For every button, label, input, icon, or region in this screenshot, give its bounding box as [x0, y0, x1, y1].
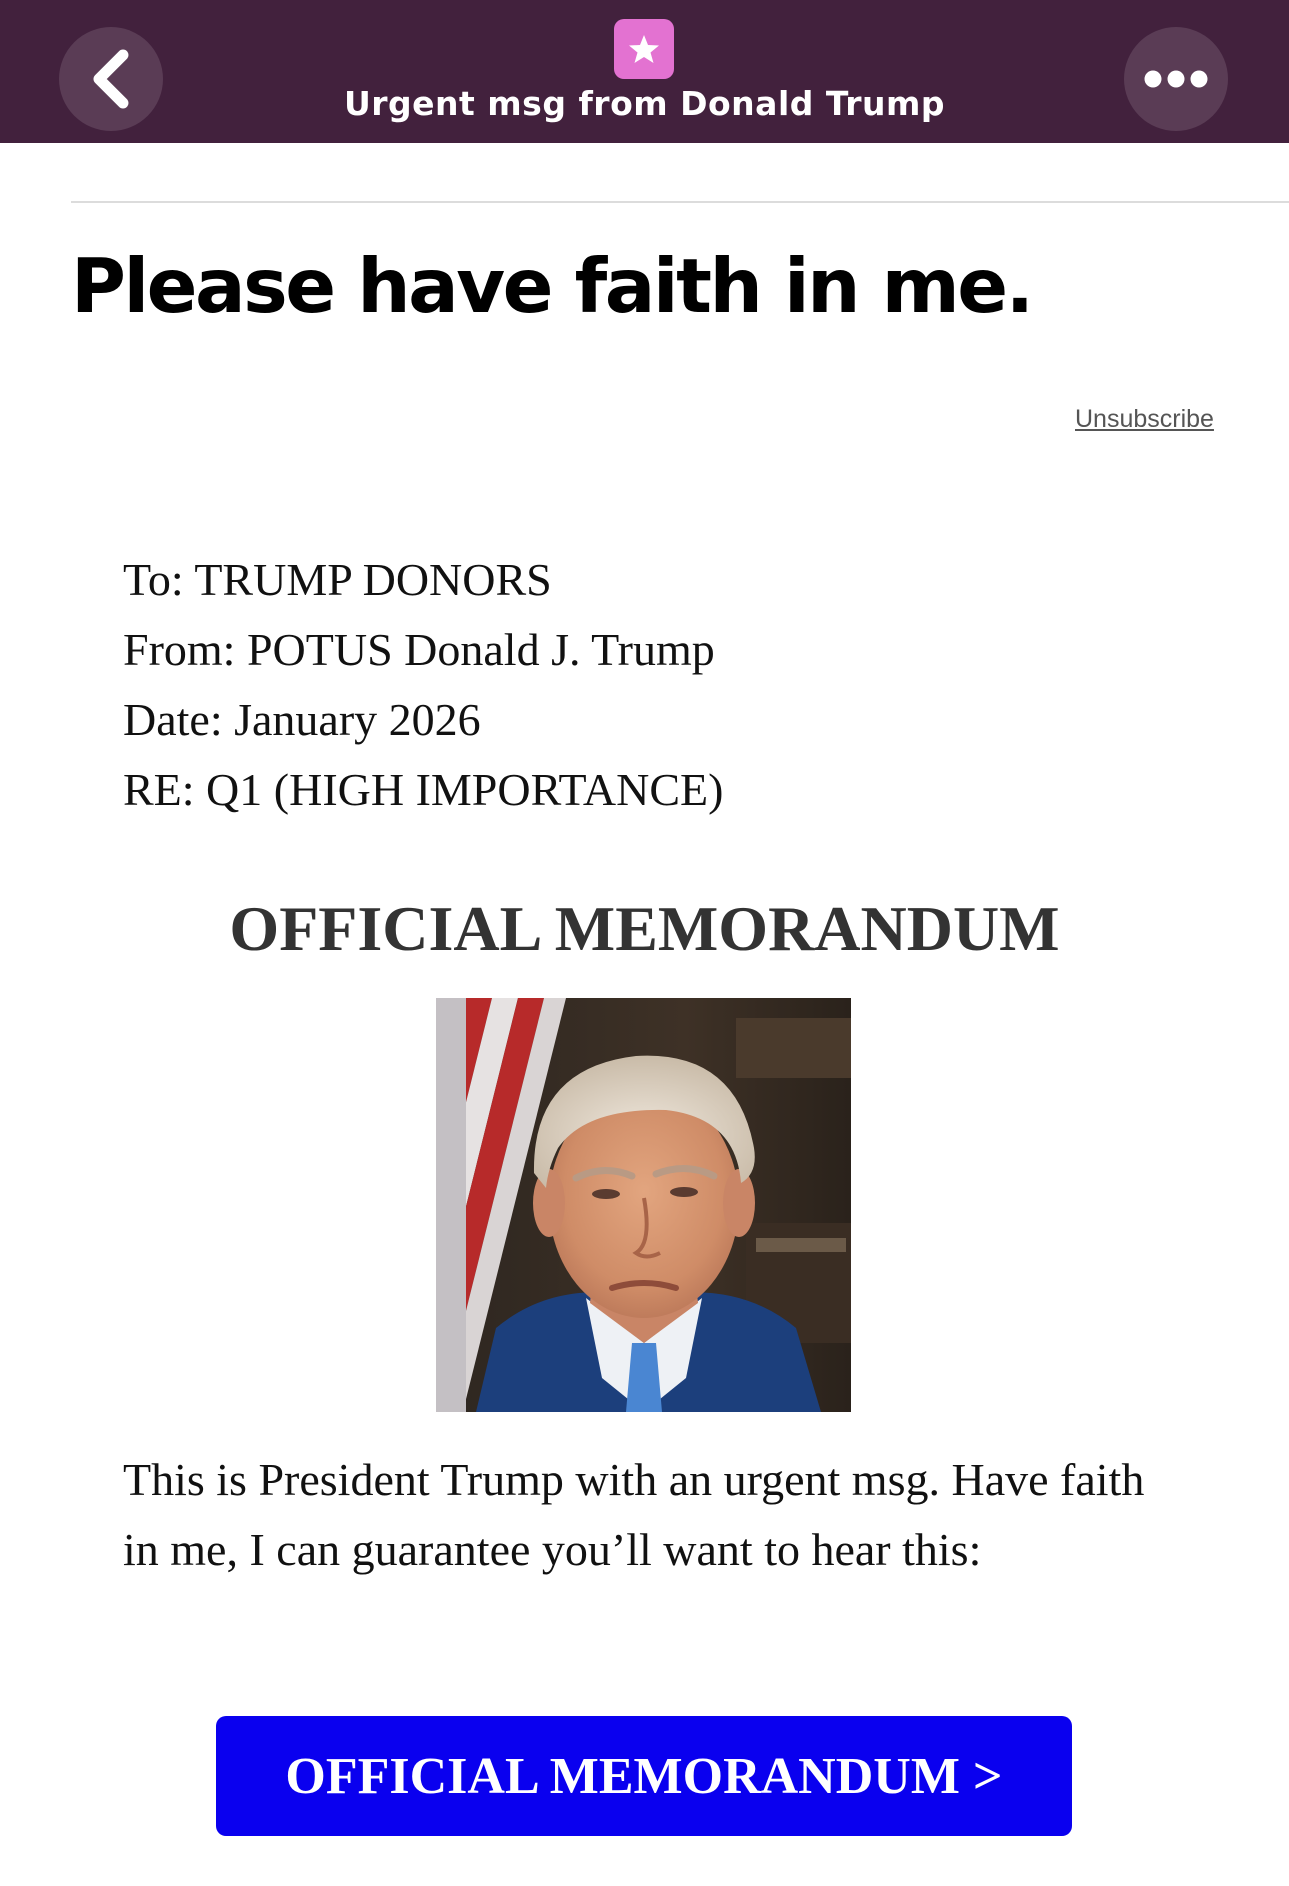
- app-badge: [614, 19, 674, 79]
- conversation-title: Urgent msg from Donald Trump: [343, 84, 946, 123]
- memo-to-line: To: TRUMP DONORS: [123, 554, 552, 605]
- divider: [71, 201, 1289, 203]
- memo-re-line: RE: Q1 (HIGH IMPORTANCE): [123, 764, 724, 815]
- ellipsis-icon: [1143, 69, 1209, 89]
- top-bar: [0, 0, 1289, 143]
- memorandum-heading: OFFICIAL MEMORANDUM: [229, 893, 1060, 964]
- portrait-image: [436, 998, 851, 1412]
- official-memorandum-button[interactable]: OFFICIAL MEMORANDUM >: [216, 1716, 1072, 1836]
- memo-from-line: From: POTUS Donald J. Trump: [123, 624, 715, 675]
- unsubscribe-link[interactable]: Unsubscribe: [1075, 405, 1214, 433]
- more-options-button[interactable]: [1124, 27, 1228, 131]
- email-body-text: This is President Trump with an urgent msg. Have faith in me, I can guarantee you’ll want to hear this:: [123, 1454, 1145, 1575]
- memo-date-line: Date: January 2026: [123, 694, 481, 745]
- email-subject-heading: Please have faith in me.: [71, 242, 1032, 330]
- star-icon: [627, 32, 661, 66]
- memo-header: [123, 545, 1163, 825]
